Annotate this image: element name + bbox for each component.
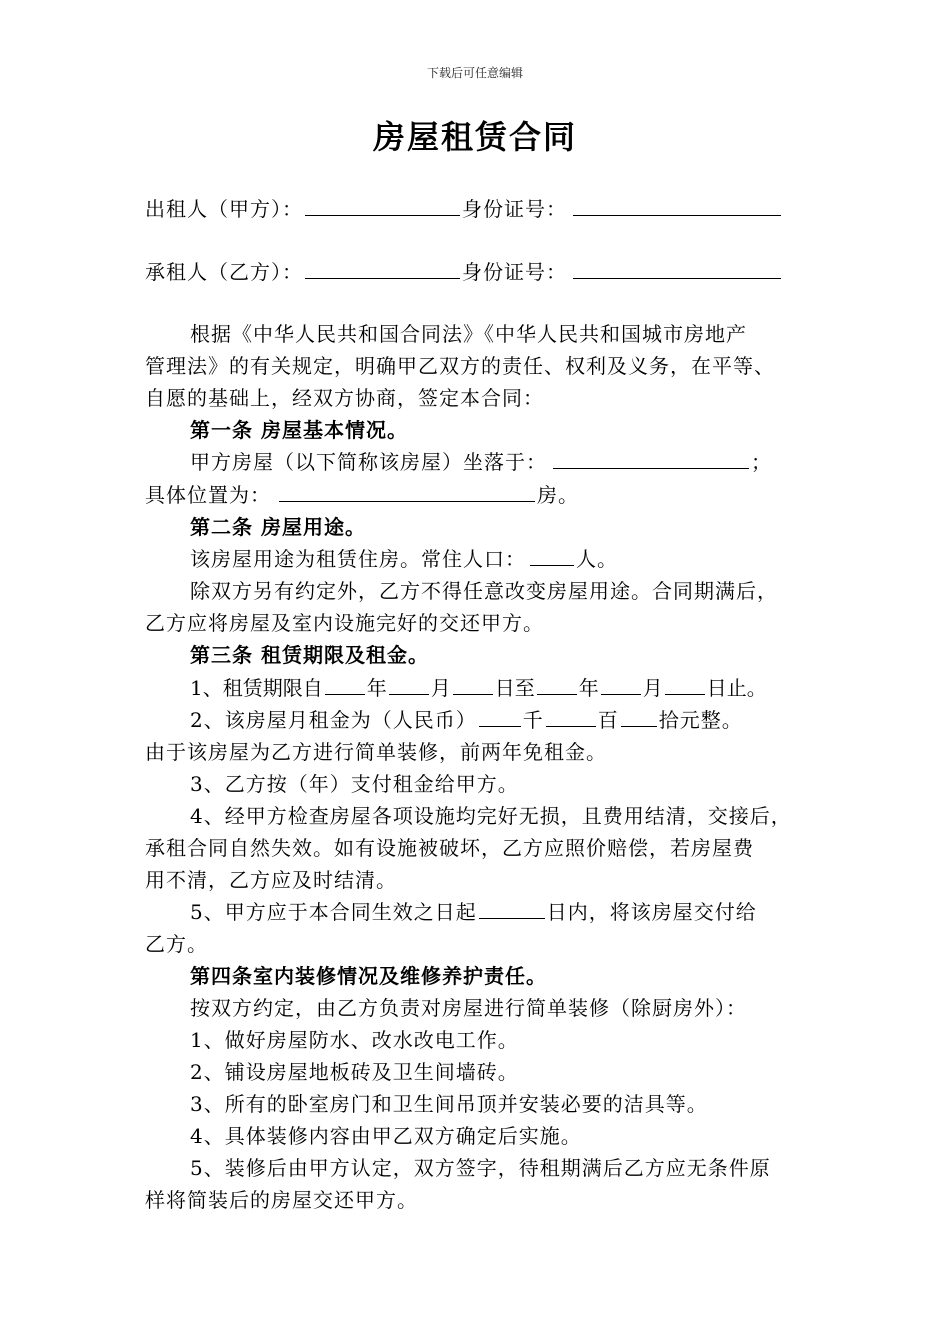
use-suffix: 人。 bbox=[576, 547, 618, 571]
year-label: 年 bbox=[366, 676, 387, 700]
start-day-field[interactable] bbox=[453, 672, 493, 695]
article4-item: 3、所有的卧室房门和卫生间吊顶并安装必要的洁具等。 bbox=[190, 1092, 708, 1116]
lessor-line bbox=[145, 193, 825, 225]
article3-item4: 承租合同自然失效。如有设施被破坏，乙方应照价赔偿，若房屋费 bbox=[145, 836, 754, 860]
article4-item5: 样将简装后的房屋交还甲方。 bbox=[145, 1188, 418, 1212]
lessor-id-label: 身份证号： bbox=[462, 197, 567, 221]
rent-hundred-field[interactable] bbox=[546, 704, 596, 727]
article3-item4: 用不清，乙方应及时结清。 bbox=[145, 868, 397, 892]
day-to-label: 日至 bbox=[494, 676, 535, 700]
delivery-line bbox=[190, 896, 870, 928]
lessee-id-label: 身份证号： bbox=[462, 260, 567, 284]
start-month-field[interactable] bbox=[389, 672, 429, 695]
thousand-label: 千 bbox=[522, 708, 544, 732]
lessor-label: 出租人（甲方）： bbox=[145, 197, 303, 221]
article3-item4: 4、经甲方检查房屋各项设施均完好无损，且费用结清，交接后， bbox=[190, 804, 792, 828]
page-title: 房屋租赁合同 bbox=[372, 118, 577, 156]
delivery-suffix: 日内，将该房屋交付给 bbox=[546, 900, 757, 924]
article1-heading: 第一条 房屋基本情况。 bbox=[190, 418, 408, 442]
article4-item: 1、做好房屋防水、改水改电工作。 bbox=[190, 1028, 519, 1052]
end-label: 日止。 bbox=[706, 676, 767, 700]
term-label: 1、租赁期限自 bbox=[190, 676, 323, 700]
article3-item3: 3、乙方按（年）支付租金给甲方。 bbox=[190, 772, 519, 796]
location-label: 甲方房屋（以下简称该房屋）坐落于： bbox=[190, 450, 547, 474]
lessor-name-field[interactable] bbox=[305, 193, 460, 216]
lessee-label: 承租人（乙方）： bbox=[145, 260, 303, 284]
location-suffix: ； bbox=[751, 450, 772, 474]
end-day-field[interactable] bbox=[665, 672, 705, 695]
article4-item5: 5、装修后由甲方认定，双方签字，待租期满后乙方应无条件原 bbox=[190, 1156, 771, 1180]
article2-text: 乙方应将房屋及室内设施完好的交还甲方。 bbox=[145, 611, 544, 635]
use-line bbox=[190, 543, 870, 575]
delivery-days-field[interactable] bbox=[479, 896, 545, 919]
article2-heading: 第二条 房屋用途。 bbox=[190, 515, 366, 539]
lessee-line bbox=[145, 256, 825, 288]
position-suffix: 房。 bbox=[537, 483, 579, 507]
preamble-line: 自愿的基础上，经双方协商，签定本合同： bbox=[145, 386, 544, 410]
article3-heading: 第三条 租赁期限及租金。 bbox=[190, 643, 429, 667]
location-line bbox=[190, 446, 870, 478]
article4-intro: 按双方约定，由乙方负责对房屋进行简单装修（除厨房外）： bbox=[190, 996, 747, 1020]
end-year-field[interactable] bbox=[537, 672, 577, 695]
residents-field[interactable] bbox=[530, 543, 574, 566]
rent-note: 由于该房屋为乙方进行简单装修，前两年免租金。 bbox=[145, 740, 607, 764]
delivery-label: 5、甲方应于本合同生效之日起 bbox=[190, 900, 477, 924]
ten-label: 拾元整。 bbox=[658, 708, 743, 732]
location-field[interactable] bbox=[553, 446, 749, 469]
rent-line bbox=[190, 704, 870, 736]
year-label: 年 bbox=[578, 676, 599, 700]
hundred-label: 百 bbox=[597, 708, 619, 732]
month-label: 月 bbox=[642, 676, 663, 700]
preamble-line: 根据《中华人民共和国合同法》《中华人民共和国城市房地产 bbox=[190, 322, 747, 346]
use-label: 该房屋用途为租赁住房。常住人口： bbox=[190, 547, 526, 571]
end-month-field[interactable] bbox=[601, 672, 641, 695]
article4-heading: 第四条室内装修情况及维修养护责任。 bbox=[190, 964, 547, 988]
article2-text: 除双方另有约定外，乙方不得任意改变房屋用途。合同期满后， bbox=[190, 579, 778, 603]
term-line bbox=[190, 672, 870, 704]
rent-label: 2、该房屋月租金为（人民币） bbox=[190, 708, 477, 732]
lessee-id-field[interactable] bbox=[573, 256, 781, 279]
month-label: 月 bbox=[430, 676, 451, 700]
lessee-name-field[interactable] bbox=[305, 256, 460, 279]
position-label: 具体位置为： bbox=[145, 483, 271, 507]
delivery-tail: 乙方。 bbox=[145, 932, 208, 956]
rent-ten-field[interactable] bbox=[621, 704, 657, 727]
article4-item: 4、具体装修内容由甲乙双方确定后实施。 bbox=[190, 1124, 582, 1148]
position-line bbox=[145, 479, 825, 511]
lessor-id-field[interactable] bbox=[573, 193, 781, 216]
header-note: 下载后可任意编辑 bbox=[426, 66, 523, 80]
rent-thousand-field[interactable] bbox=[479, 704, 521, 727]
article4-item: 2、铺设房屋地板砖及卫生间墙砖。 bbox=[190, 1060, 519, 1084]
start-year-field[interactable] bbox=[325, 672, 365, 695]
preamble-line: 管理法》的有关规定，明确甲乙双方的责任、权利及义务，在平等、 bbox=[145, 354, 775, 378]
position-field[interactable] bbox=[279, 479, 535, 502]
